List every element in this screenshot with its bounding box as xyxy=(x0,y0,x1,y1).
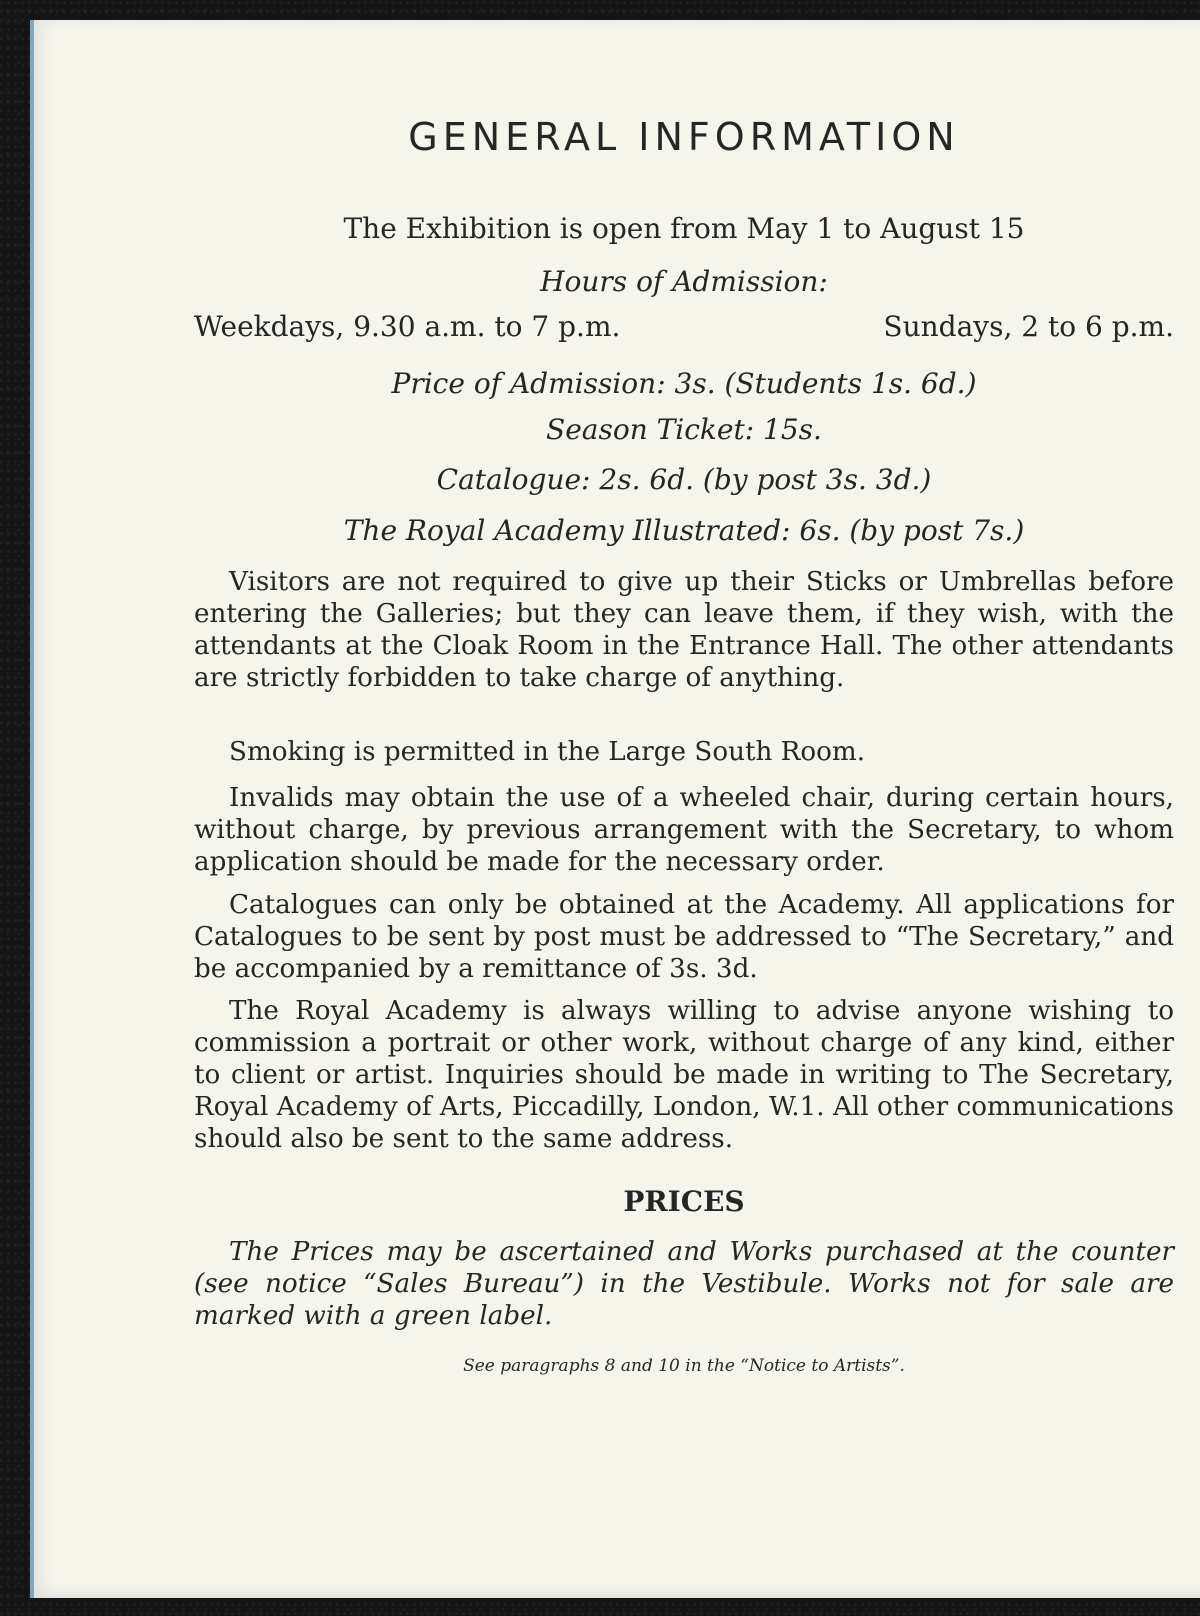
catalogue-page xyxy=(30,20,1200,1598)
catalogue-price: Catalogue: 2s. 6d. (by post 3s. 3d.) xyxy=(436,463,932,496)
footnote: See paragraphs 8 and 10 in the “Notice to Artists”. xyxy=(463,1356,905,1376)
paragraph-commission: The Royal Academy is always willing to advise anyone wishing to commission a portrait or other work, without charge of any kind, either to client or artist. Inquiries should be made in writing to The Secretary, Royal Academy of Arts, Piccadilly, London, W.1. All other communications should also be sent to the same address. xyxy=(194,996,1174,1154)
paragraph-smoking: Smoking is permitted in the Large South Room. xyxy=(229,737,866,767)
illustrated-price: The Royal Academy Illustrated: 6s. (by post 7s.) xyxy=(343,514,1025,547)
season-ticket: Season Ticket: 15s. xyxy=(546,413,822,446)
hours-heading: Hours of Admission: xyxy=(540,265,828,298)
prices-heading: PRICES xyxy=(623,1185,745,1218)
paragraph-sticks-umbrellas: Visitors are not required to give up their Sticks or Umbrellas before entering the Galleries; but they can leave them, if they wish, with the attendants at the Cloak Room in the Entrance Hall. The other attendants are strictly forbidden to take charge of anything. xyxy=(194,567,1174,693)
weekday-hours: Weekdays, 9.30 a.m. to 7 p.m. xyxy=(194,310,621,343)
paragraph-invalids: Invalids may obtain the use of a wheeled chair, during certain hours, without charge, by previous arrangement with the Secretary, to whom application should be made for the necessary order. xyxy=(194,783,1174,877)
sunday-hours: Sundays, 2 to 6 p.m. xyxy=(883,310,1174,343)
page-title: GENERAL INFORMATION xyxy=(408,115,960,159)
open-dates: The Exhibition is open from May 1 to August 15 xyxy=(343,212,1025,245)
paragraph-catalogues: Catalogues can only be obtained at the Academy. All applications for Catalogues to be sent by post must be addressed to “The Secretary,” and be accompanied by a remittance of 3s. 3d. xyxy=(194,890,1174,984)
price-of-admission: Price of Admission: 3s. (Students 1s. 6d.) xyxy=(391,367,977,400)
paragraph-prices: The Prices may be ascertained and Works purchased at the counter (see notice “Sales Bureau”) in the Vestibule. Works not for sale are marked with a green label. xyxy=(194,1237,1174,1331)
